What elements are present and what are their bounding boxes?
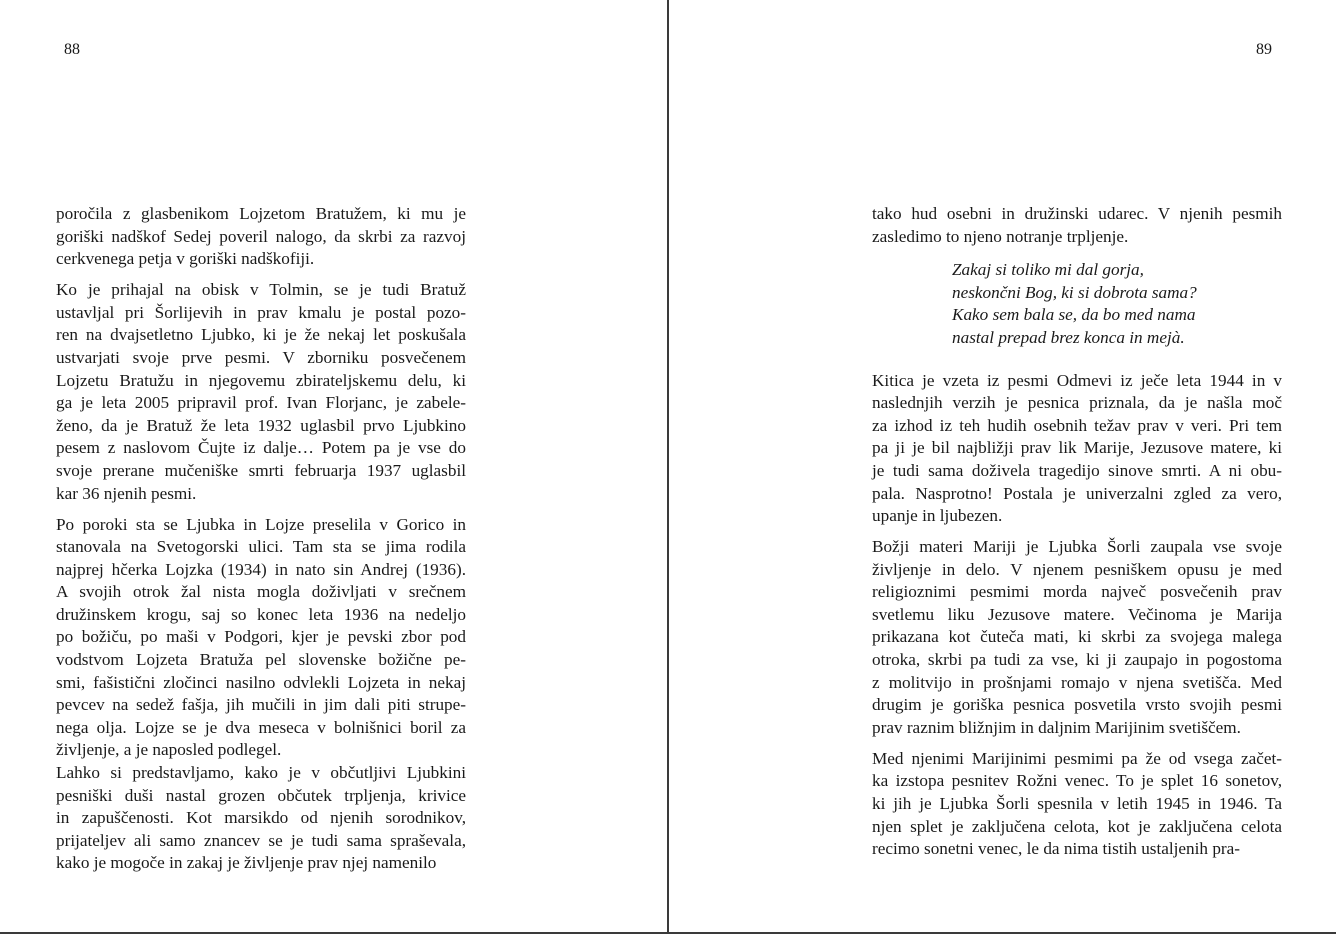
text-line: življenje in delo. V njenem pesniškem opusu je med: [872, 559, 1282, 579]
text-line: ustavljal pri Šorlijevih in prav kmalu je postal pozo-: [56, 302, 466, 322]
text-line: religioznimi pesmimi morda največ posvečenih prav: [872, 582, 1282, 602]
text-line: svetlemu liku Jezusove matere. Večinoma je Marija: [872, 604, 1282, 624]
text-line: Lahko si predstavljamo, kako je v občutljivi Ljubkini: [56, 763, 466, 783]
paragraph: [872, 203, 1282, 248]
text-line: nega olja. Lojze se je dva meseca v bolnišnici boril za: [56, 717, 466, 737]
text-line: Po poroki sta se Ljubka in Lojze preselila v Gorico in: [56, 514, 466, 534]
paragraph: [56, 203, 466, 271]
paragraph: [56, 514, 466, 763]
left-page: [0, 0, 667, 934]
text-line: družinskem krogu, saj so konec leta 1936 na nedeljo: [56, 604, 466, 624]
paragraph: [872, 536, 1282, 739]
page-number: 89: [1256, 41, 1272, 58]
text-line: kar 36 njenih pesmi.: [56, 483, 197, 503]
text-line: A svojih otrok žal nista mogla doživljati v srečnem: [56, 582, 466, 602]
text-line: ustvarjati svoje prve pesmi. V zborniku posvečenem: [56, 347, 466, 367]
text-line: poročila z glasbenikom Lojzetom Bratužem, ki mu je: [56, 204, 466, 223]
text-line: cerkvenega petja v goriški nadškofiji.: [56, 249, 315, 269]
paragraph: [872, 370, 1282, 528]
text-line: kako je mogoče in zakaj je življenje prav njej namenilo: [56, 853, 437, 873]
text-line: ga je leta 2005 pripravil prof. Ivan Florjanc, je zabele-: [56, 393, 466, 413]
page-number: 88: [64, 41, 80, 58]
text-line: prijateljev ali samo znancev se je tudi sama spraševala,: [56, 830, 466, 850]
page-body-text: [56, 203, 466, 875]
text-line: goriški nadškof Sedej poveril nalogo, da skrbi za razvoj: [56, 226, 466, 246]
text-line: Kitica je vzeta iz pesmi Odmevi iz ječe leta 1944 in v: [872, 370, 1282, 390]
text-line: zasledimo to njeno notranje trpljenje.: [872, 226, 1129, 246]
text-line: svoje prerane mučeniške smrti februarja 1937 uglasbil: [56, 460, 466, 480]
text-line: življenje, a je naposled podlegel.: [56, 740, 282, 760]
text-line: ren na dvajsetletno Ljubko, ki je že nekaj let poskušala: [56, 325, 466, 345]
text-line: ki jih je Ljubka Šorli spesnila v letih 1945 in 1946. Ta: [872, 794, 1282, 814]
verse-line: Kako sem bala se, da bo med nama: [952, 305, 1196, 325]
text-line: pa ji je bil najbližji prav lik Marije, Jezusove matere, ki: [872, 438, 1282, 458]
text-line: za izhod iz teh hudih osebnih težav prav v veri. Pri tem: [872, 415, 1282, 435]
text-line: ženo, da je Bratuž že leta 1932 uglasbil prvo Ljubkino: [56, 415, 466, 435]
text-line: njen splet je zaključena celota, kot je zaključena celota: [872, 816, 1282, 836]
text-line: z molitvijo in prošnjami romajo v njena svetišča. Med: [872, 672, 1282, 692]
text-line: Med njenimi Marijinimi pesmimi pa že od vsega začet-: [872, 748, 1282, 768]
text-line: je tudi sama doživela tragedijo sinove smrti. A ni obu-: [872, 460, 1282, 480]
text-line: in zapuščenosti. Kot marsikdo od njenih sorodnikov,: [56, 808, 466, 828]
text-line: stanovala na Svetogorski ulici. Tam sta se jima rodila: [56, 537, 466, 557]
right-page: [669, 0, 1336, 934]
text-line: naslednjih verzih je pesnica priznala, da je našla moč: [872, 393, 1282, 413]
text-line: Lojzetu Bratužu in njegovemu zbirateljskemu delu, ki: [56, 370, 466, 390]
paragraph: [872, 748, 1282, 861]
text-line: prikazana kot čuteča mati, ki skrbi za svojega malega: [872, 627, 1282, 647]
poem-verse: [952, 259, 1282, 349]
text-line: tako hud osebni in družinski udarec. V njenih pesmih: [872, 204, 1282, 223]
text-line: pesniški duši nastal grozen občutek trpljenja, krivice: [56, 785, 466, 805]
verse-line: nastal prepad brez konca in mejà.: [952, 327, 1185, 347]
text-line: prav raznim bližnjim in daljnim Marijinim svetiščem.: [872, 717, 1241, 737]
text-line: otroka, skrbi pa tudi za vse, ki ji zaupajo in pogostoma: [872, 650, 1282, 670]
text-line: pesem z naslovom Čujte iz dalje… Potem pa je vse do: [56, 438, 466, 458]
text-line: drugim je goriška pesnica posvetila vrsto svojih pesmi: [872, 695, 1282, 715]
text-line: recimo sonetni venec, le da nima tistih ustaljenih pra-: [872, 839, 1240, 859]
paragraph: [56, 279, 466, 505]
text-line: Božji materi Mariji je Ljubka Šorli zaupala vse svoje: [872, 537, 1282, 557]
text-line: vodstvom Lojzeta Bratuža pel slovenske božične pe-: [56, 650, 466, 670]
text-line: po božiču, po maši v Podgori, kjer je pevski zbor pod: [56, 627, 466, 647]
page-body-text: [872, 203, 1282, 861]
text-line: pala. Nasprotno! Postala je univerzalni zgled za vero,: [872, 483, 1282, 503]
verse-line: Zakaj si toliko mi dal gorja,: [952, 260, 1144, 280]
verse-line: neskončni Bog, ki si dobrota sama?: [952, 282, 1197, 302]
text-line: smi, fašistični zločinci nasilno odvlekli Lojzeta in nekaj: [56, 672, 466, 692]
text-line: Ko je prihajal na obisk v Tolmin, se je tudi Bratuž: [56, 280, 466, 300]
text-line: najprej hčerka Lojzka (1934) in nato sin Andrej (1936).: [56, 559, 466, 579]
paragraph: [56, 762, 466, 875]
text-line: upanje in ljubezen.: [872, 506, 1003, 526]
text-line: pevcev na sedež fašja, jih mučili in jim dali piti strupe-: [56, 695, 466, 715]
text-line: ka izstopa pesnitev Rožni venec. To je splet 16 sonetov,: [872, 771, 1282, 791]
